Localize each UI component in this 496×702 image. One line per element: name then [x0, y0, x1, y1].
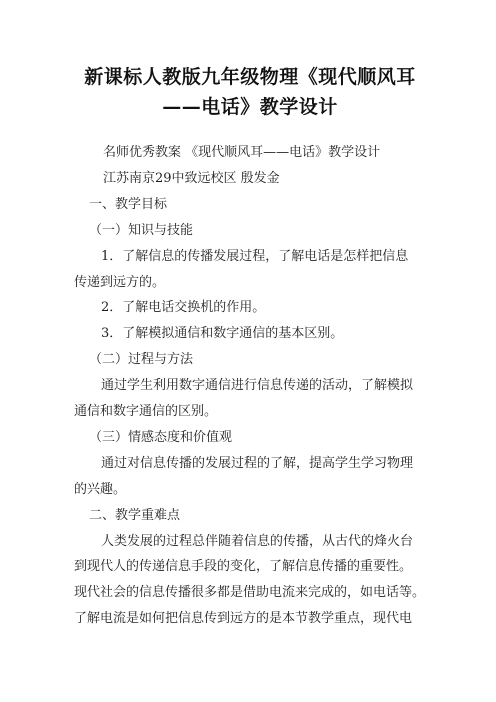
- paragraph-line: 的兴趣。: [74, 482, 127, 497]
- title-line-2: ——电话》教学设计: [162, 96, 338, 118]
- paragraph-line: 通过学生利用数字通信进行信息传递的活动，了解模拟: [101, 378, 414, 393]
- section-heading-objectives: 一、教学目标: [89, 197, 168, 212]
- section-heading-key-points: 二、教学重难点: [89, 508, 181, 523]
- author-credit-line: 名师优秀教案 《现代顺风耳——电话》教学设计: [103, 145, 381, 160]
- paragraph-line: 现代社会的信息传播很多都是借助电流来完成的，如电话等。: [74, 585, 426, 600]
- paragraph-line: 到现代人的传递信息手段的变化，了解信息传播的重要性。: [74, 559, 413, 574]
- subheading-attitude-values: （三）情感态度和价值观: [89, 430, 233, 445]
- author-school-line: 江苏南京29中致远校区 殷发金: [103, 171, 280, 186]
- title-line-1: 新课标人教版九年级物理《现代顺风耳: [84, 66, 416, 88]
- subheading-process-method: （二）过程与方法: [89, 352, 194, 367]
- paragraph-line: 1．了解信息的传播发展过程，了解电话是怎样把信息: [101, 249, 409, 264]
- paragraph-line: 通信和数字通信的区别。: [74, 404, 218, 419]
- paragraph-line: 通过对信息传播的发展过程的了解，提高学生学习物理: [101, 456, 414, 471]
- paragraph-line: 传递到远方的。: [74, 275, 166, 290]
- paragraph-line: 3．了解模拟通信和数字通信的基本区别。: [101, 326, 344, 341]
- document-title: [60, 62, 440, 122]
- paragraph-line: 人类发展的过程总伴随着信息的传播，从古代的烽火台: [101, 534, 414, 549]
- paragraph-line: 2．了解电话交换机的作用。: [101, 300, 266, 315]
- subheading-knowledge-skills: （一）知识与技能: [89, 223, 194, 238]
- paragraph-line: 了解电流是如何把信息传到远方的是本节教学重点，现代电: [74, 611, 413, 626]
